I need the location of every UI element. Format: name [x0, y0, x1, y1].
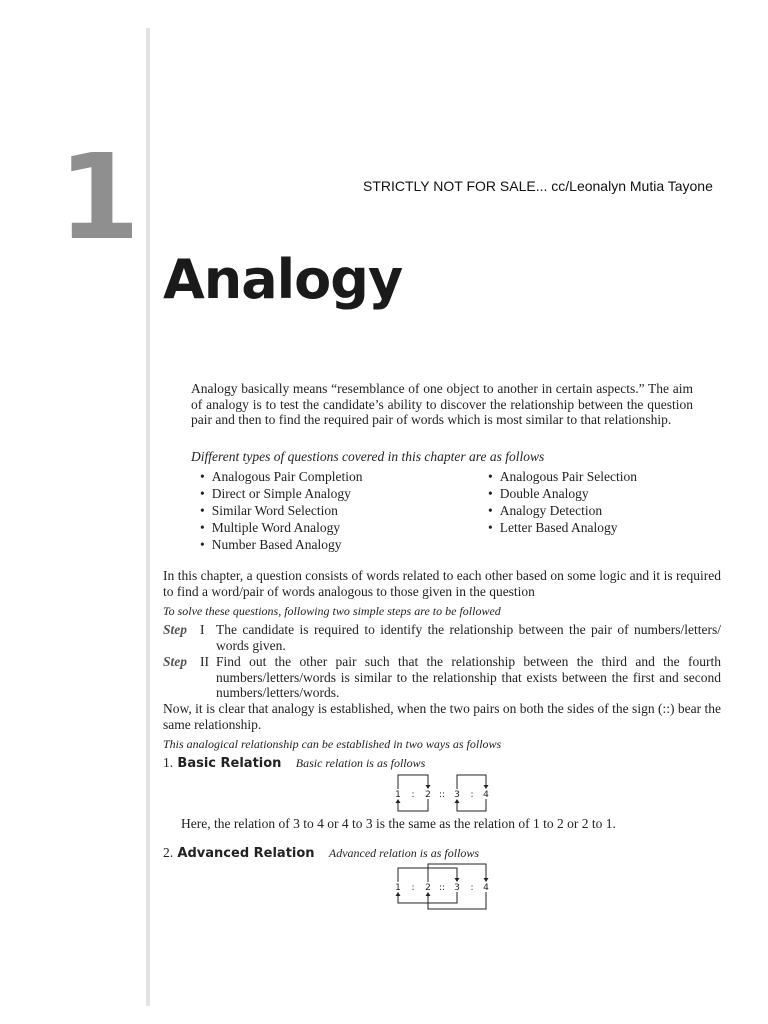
arrow-2-to-1 — [398, 799, 428, 811]
list-item: • Double Analogy — [488, 485, 637, 502]
step-text: The candidate is required to identify the relationship between the pair of numbers/letters/ words given. — [216, 622, 721, 653]
diagram-token: 1 — [395, 790, 401, 800]
intro-paragraph: Analogy basically means “resemblance of one object to another in certain aspects.” The aim of analogy is to test the candidate’s ability to discover the relationship between the question pair and then to find the required pair of words which is most similar to that relationship. — [191, 381, 693, 427]
steps-heading: To solve these questions, following two simple steps are to be followed — [163, 604, 501, 618]
diagram-token: :: — [438, 883, 446, 893]
list-item: • Analogous Pair Completion — [200, 468, 362, 485]
basic-relation-heading — [163, 755, 425, 771]
relation-description: Advanced relation is as follows — [328, 846, 480, 860]
step-label: Step — [163, 654, 188, 669]
basic-relation-explanation: Here, the relation of 3 to 4 or 4 to 3 is the same as the relation of 1 to 2 or 2 to 1. — [181, 816, 616, 831]
step-one — [163, 622, 721, 653]
chapter-title: Analogy — [163, 248, 403, 311]
arrow-3-to-4 — [457, 775, 486, 789]
types-list-left — [200, 468, 362, 553]
relation-number: 1. — [163, 755, 174, 770]
margin-rule — [146, 28, 150, 1006]
diagram-token: : — [411, 883, 415, 893]
diagram-token: :: — [438, 790, 446, 800]
diagram-token: 4 — [483, 883, 489, 893]
types-heading: Different types of questions covered in this chapter are as follows — [191, 449, 545, 464]
diagram-token: : — [470, 790, 474, 800]
diagram-token: 2 — [425, 790, 431, 800]
diagram-token: 3 — [454, 790, 460, 800]
watermark-text: STRICTLY NOT FOR SALE... cc/Leonalyn Mutia Tayone — [363, 178, 713, 194]
established-paragraph: Now, it is clear that analogy is established, when the two pairs on both the sides of the sign (::) bear the same relationship. — [163, 701, 721, 732]
arrow-4-to-3 — [457, 799, 486, 811]
relation-name: Basic Relation — [177, 756, 282, 771]
relation-name: Advanced Relation — [177, 846, 315, 861]
ways-heading: This analogical relationship can be established in two ways as follows — [163, 737, 502, 751]
chapter-number: 1 — [58, 128, 135, 266]
step-text: Find out the other pair such that the relationship between the third and the fourth numbers/letters/words is similar to the relationship that exists between the first and second numbers/letters/words. — [216, 654, 721, 700]
step-number: I — [200, 622, 205, 637]
diagram-token: 3 — [454, 883, 460, 893]
chapter-paragraph: In this chapter, a question consists of words related to each other based on some logic and it is required to find a word/pair of words analogous to those given in the question — [163, 568, 721, 599]
step-two — [163, 654, 721, 701]
advanced-relation-diagram — [388, 862, 498, 912]
arrowhead — [455, 878, 460, 882]
advanced-relation-heading — [163, 845, 479, 861]
arrowhead — [484, 785, 489, 789]
relation-number: 2. — [163, 845, 174, 860]
step-label: Step — [163, 622, 188, 637]
list-item: • Similar Word Selection — [200, 502, 362, 519]
relation-description: Basic relation is as follows — [295, 756, 426, 770]
arrowhead — [484, 878, 489, 882]
diagram-token: 2 — [425, 883, 431, 893]
diagram-token: 1 — [395, 883, 401, 893]
diagram-token: : — [470, 883, 474, 893]
types-list-right — [488, 468, 637, 536]
step-number: II — [200, 654, 209, 669]
diagram-token: 4 — [483, 790, 489, 800]
arrowhead — [426, 785, 431, 789]
diagram-token: : — [411, 790, 415, 800]
arrow-1-to-2 — [398, 775, 428, 789]
list-item: • Analogous Pair Selection — [488, 468, 637, 485]
list-item: • Direct or Simple Analogy — [200, 485, 362, 502]
basic-relation-diagram — [388, 770, 498, 814]
list-item: • Number Based Analogy — [200, 536, 362, 553]
list-item: • Multiple Word Analogy — [200, 519, 362, 536]
list-item: • Analogy Detection — [488, 502, 637, 519]
list-item: • Letter Based Analogy — [488, 519, 637, 536]
